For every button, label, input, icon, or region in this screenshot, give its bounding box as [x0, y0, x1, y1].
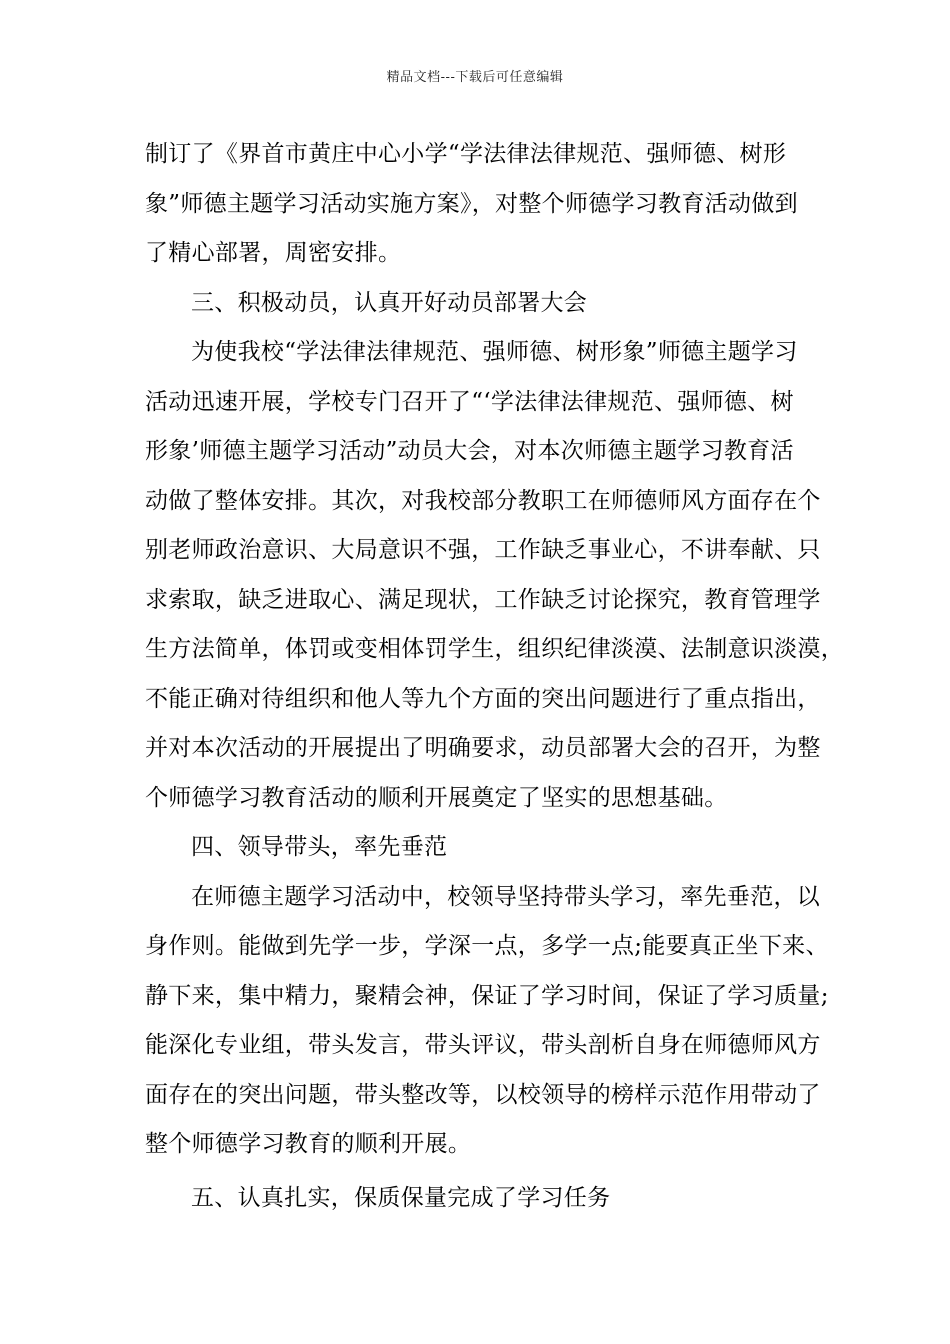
text-line: 能深化专业组，带头发言，带头评议，带头剖析自身在师德师风方 [145, 1032, 821, 1058]
text-line: 静下来，集中精力，聚精会神，保证了学习时间，保证了学习质量; [145, 982, 829, 1009]
text-line: 整个师德学习教育的顺利开展。 [145, 1131, 472, 1157]
text-line: 生方法简单，体罚或变相体罚学生，组织纪律淡漠、法制意识淡漠， [145, 636, 844, 662]
text-line: 为使我校“学法律法律规范、强师德、树形象”师德主题学习 [191, 339, 798, 365]
text-line: 个师德学习教育活动的顺利开展奠定了坚实的思想基础。 [145, 784, 728, 811]
section-heading: 三、积极动员，认真开好动员部署大会 [191, 289, 588, 316]
text-line: 形象’师德主题学习活动”动员大会，对本次师德主题学习教育活 [145, 438, 794, 464]
text-line: 身作则。能做到先学一步，学深一点，多学一点;能要真正坐下来、 [145, 933, 829, 959]
page-header: 精品文档---下载后可任意编辑 [386, 70, 564, 85]
text-line: 别老师政治意识、大局意识不强，工作缺乏事业心，不讲奉献、只 [145, 537, 821, 563]
text-line: 制订了《界首市黄庄中心小学“学法律法律规范、强师德、树形 [145, 141, 787, 167]
section-heading: 五、认真扎实，保质保量完成了学习任务 [191, 1184, 611, 1211]
text-line: 并对本次活动的开展提出了明确要求，动员部署大会的召开，为整 [145, 735, 821, 761]
text-line: 面存在的突出问题，带头整改等，以校领导的榜样示范作用带动了 [145, 1081, 821, 1108]
text-line: 象”师德主题学习活动实施方案》，对整个师德学习教育活动做到 [145, 190, 798, 217]
text-line: 了精心部署，周密安排。 [145, 240, 402, 266]
text-line: 在师德主题学习活动中，校领导坚持带头学习，率先垂范，以 [191, 883, 821, 910]
document-body [145, 130, 844, 1223]
text-line: 求索取，缺乏进取心、满足现状，工作缺乏讨论探究，教育管理学 [145, 586, 821, 613]
text-line: 活动迅速开展，学校专门召开了“‘学法律法律规范、强师德、树 [145, 388, 794, 415]
text-line: 不能正确对待组织和他人等九个方面的突出问题进行了重点指出， [145, 685, 821, 712]
text-line: 动做了整体安排。其次，对我校部分教职工在师德师风方面存在个 [145, 487, 821, 514]
section-heading: 四、领导带头，率先垂范 [191, 834, 448, 860]
